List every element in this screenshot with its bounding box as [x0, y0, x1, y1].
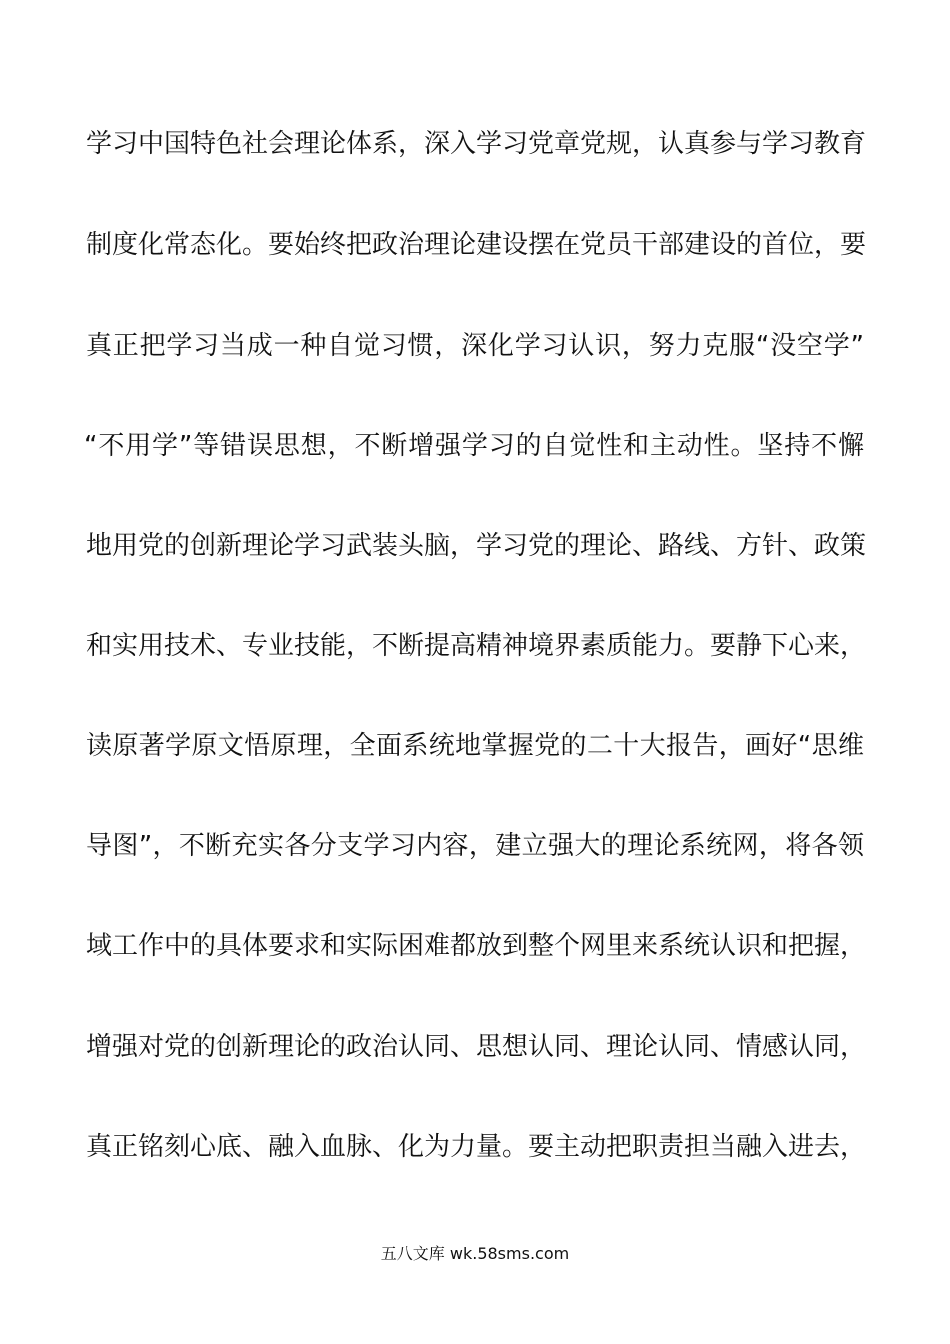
- page-footer-source: 五八文库 wk.58sms.com: [380, 1244, 570, 1263]
- paragraph-line-5: 地用党的创新理论学习武装头脑，学习党的理论、路线、方针、政策: [86, 531, 867, 561]
- paragraph-line-1: 学习中国特色社会理论体系，深入学习党章党规，认真参与学习教育: [86, 129, 867, 159]
- paragraph-line-7: 读原著学原文悟原理，全面系统地掌握党的二十大报告，画好“思维: [86, 731, 864, 761]
- paragraph-line-4: “不用学”等错误思想，不断增强学习的自觉性和主动性。坚持不懈: [84, 431, 864, 461]
- paragraph-line-3: 真正把学习当成一种自觉习惯，深化学习认识，努力克服“没空学”: [86, 331, 864, 361]
- paragraph-line-10: 增强对党的创新理论的政治认同、思想认同、理论认同、情感认同，: [86, 1032, 867, 1062]
- paragraph-line-2: 制度化常态化。要始终把政治理论建设摆在党员干部建设的首位，要: [86, 230, 867, 260]
- paragraph-line-11: 真正铭刻心底、融入血脉、化为力量。要主动把职责担当融入进去，: [86, 1132, 867, 1162]
- paragraph-line-6: 和实用技术、专业技能，不断提高精神境界素质能力。要静下心来，: [86, 631, 867, 661]
- paragraph-line-8: 导图”，不断充实各分支学习内容，建立强大的理论系统网，将各领: [86, 831, 864, 861]
- paragraph-line-9: 域工作中的具体要求和实际困难都放到整个网里来系统认识和把握，: [86, 931, 867, 961]
